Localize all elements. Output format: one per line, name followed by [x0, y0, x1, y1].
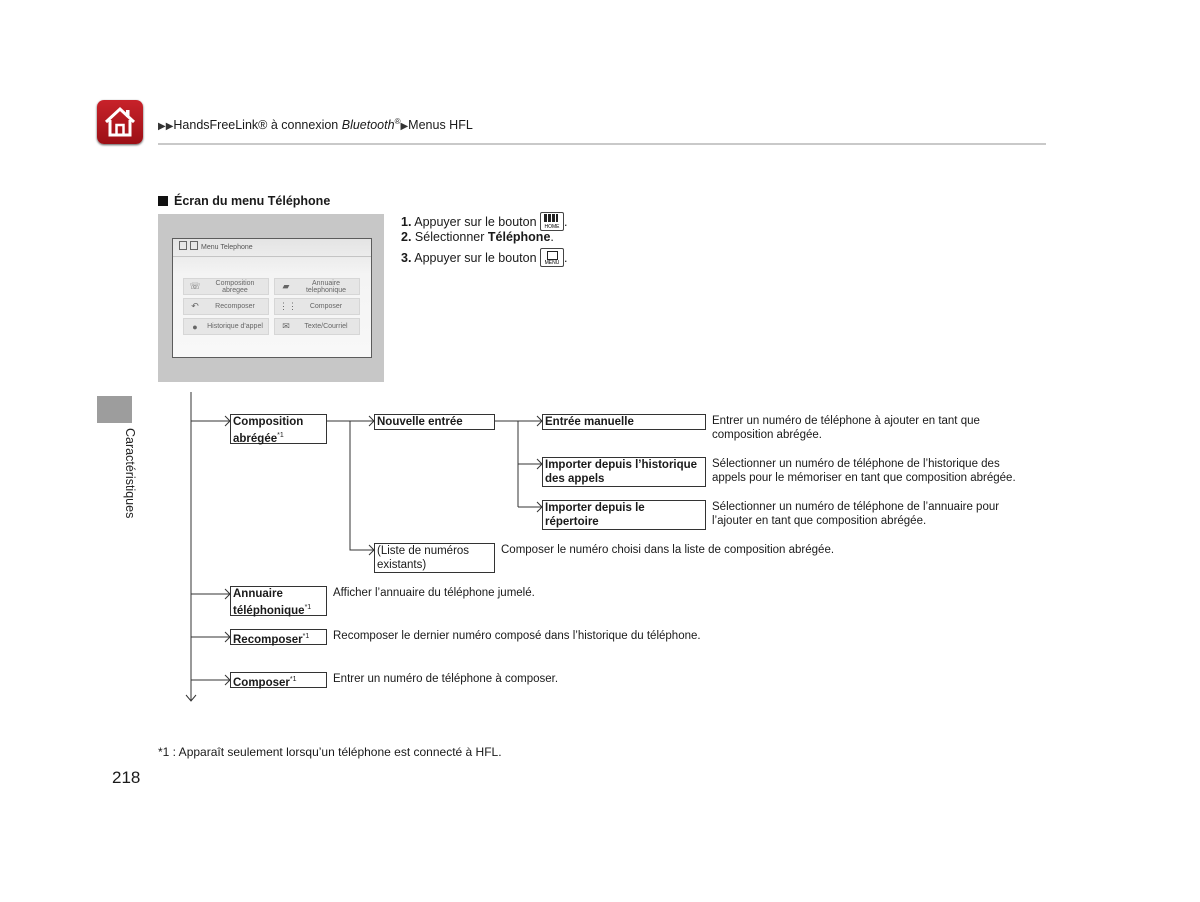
menu-button-dial[interactable]: ⋮⋮ Composer — [274, 298, 360, 315]
desc-annuaire: Afficher l’annuaire du téléphone jumelé. — [333, 587, 535, 599]
node-liste-numeros: (Liste de numéros existants) — [374, 543, 495, 573]
node-composition-abregee: Composition abrégée$^{*1}$ — [230, 414, 327, 444]
desc-importer-repertoire: Sélectionner un numéro de téléphone de l’annuaire pour l’ajouter en tant que composition abrégée. — [712, 501, 1000, 527]
step-3: 3. Appuyer sur le bouton MENU . — [401, 248, 568, 267]
section-title: Écran du menu Téléphone — [158, 194, 330, 208]
breadcrumb: ▶▶HandsFreeLink® à connexion Bluetooth®▶Menus HFL — [158, 117, 473, 133]
menu-button-call-history[interactable]: ● Historique d'appel — [183, 318, 269, 335]
redial-icon: ↶ — [191, 301, 199, 311]
desc-recomposer: Recomposer le dernier numéro composé dans l’historique du téléphone. — [333, 630, 701, 642]
node-composer: Composer$^{*1}$ — [230, 672, 327, 688]
page-number: 218 — [112, 768, 141, 787]
home-button-icon: HOME — [540, 212, 564, 231]
node-entree-manuelle: Entrée manuelle — [542, 414, 706, 430]
screen-title: Menu Telephone — [173, 239, 371, 257]
step-1: 1. Appuyer sur le bouton HOME . — [401, 212, 568, 231]
arrow-right-icon: ▶▶ — [158, 121, 174, 133]
envelope-icon: ✉ — [282, 321, 290, 331]
desc-entree-manuelle: Entrer un numéro de téléphone à ajouter en tant que composition abrégée. — [712, 415, 980, 441]
arrow-annuaire — [191, 589, 230, 599]
arrow-recomposer — [191, 632, 230, 642]
arrow-right-icon: ▶ — [400, 121, 409, 133]
desc-importer-historique: Sélectionner un numéro de téléphone de l’historique des appels pour le mémoriser en tant que composition abrégée. — [712, 458, 1016, 484]
menu-button-icon: MENU — [540, 248, 564, 267]
arrow-liste-numeros — [350, 421, 374, 555]
menu-button-text-email[interactable]: ✉ Texte/Courriel — [274, 318, 360, 335]
chapter-label: Caractéristiques — [123, 428, 137, 519]
node-recomposer: Recomposer$^{*1}$ — [230, 629, 327, 645]
node-nouvelle-entree: Nouvelle entrée — [374, 414, 495, 430]
node-importer-repertoire: Importer depuis le répertoire — [542, 500, 706, 530]
menu-button-speed-dial[interactable]: ☏ Composition abregee — [183, 278, 269, 295]
desc-composer: Entrer un numéro de téléphone à composer. — [333, 673, 559, 685]
desc-liste-numeros: Composer le numéro choisi dans la liste de composition abrégée. — [501, 544, 835, 556]
menu-button-phonebook[interactable]: ▰ Annuaire telephonique — [274, 278, 360, 295]
arrow-composer — [191, 675, 230, 685]
node-annuaire-telephonique: Annuaire téléphonique$^{*1}$ — [230, 586, 327, 616]
node-importer-historique: Importer depuis l’historique des appels — [542, 457, 706, 487]
step-2: 2. Sélectionner Téléphone. — [401, 230, 554, 244]
menu-button-redial[interactable]: ↶ Recomposer — [183, 298, 269, 315]
arrow-importer-repertoire — [518, 502, 542, 512]
speed-dial-icon: ☏ — [189, 281, 201, 291]
phonebook-icon: ▰ — [282, 281, 290, 291]
call-history-icon: ● — [192, 321, 198, 332]
arrow-composition — [191, 416, 230, 426]
footnote: *1 : Apparaît seulement lorsqu’un téléphone est connecté à HFL. — [158, 745, 502, 759]
keypad-icon: ⋮⋮ — [279, 301, 297, 311]
arrow-importer-historique — [518, 459, 542, 469]
